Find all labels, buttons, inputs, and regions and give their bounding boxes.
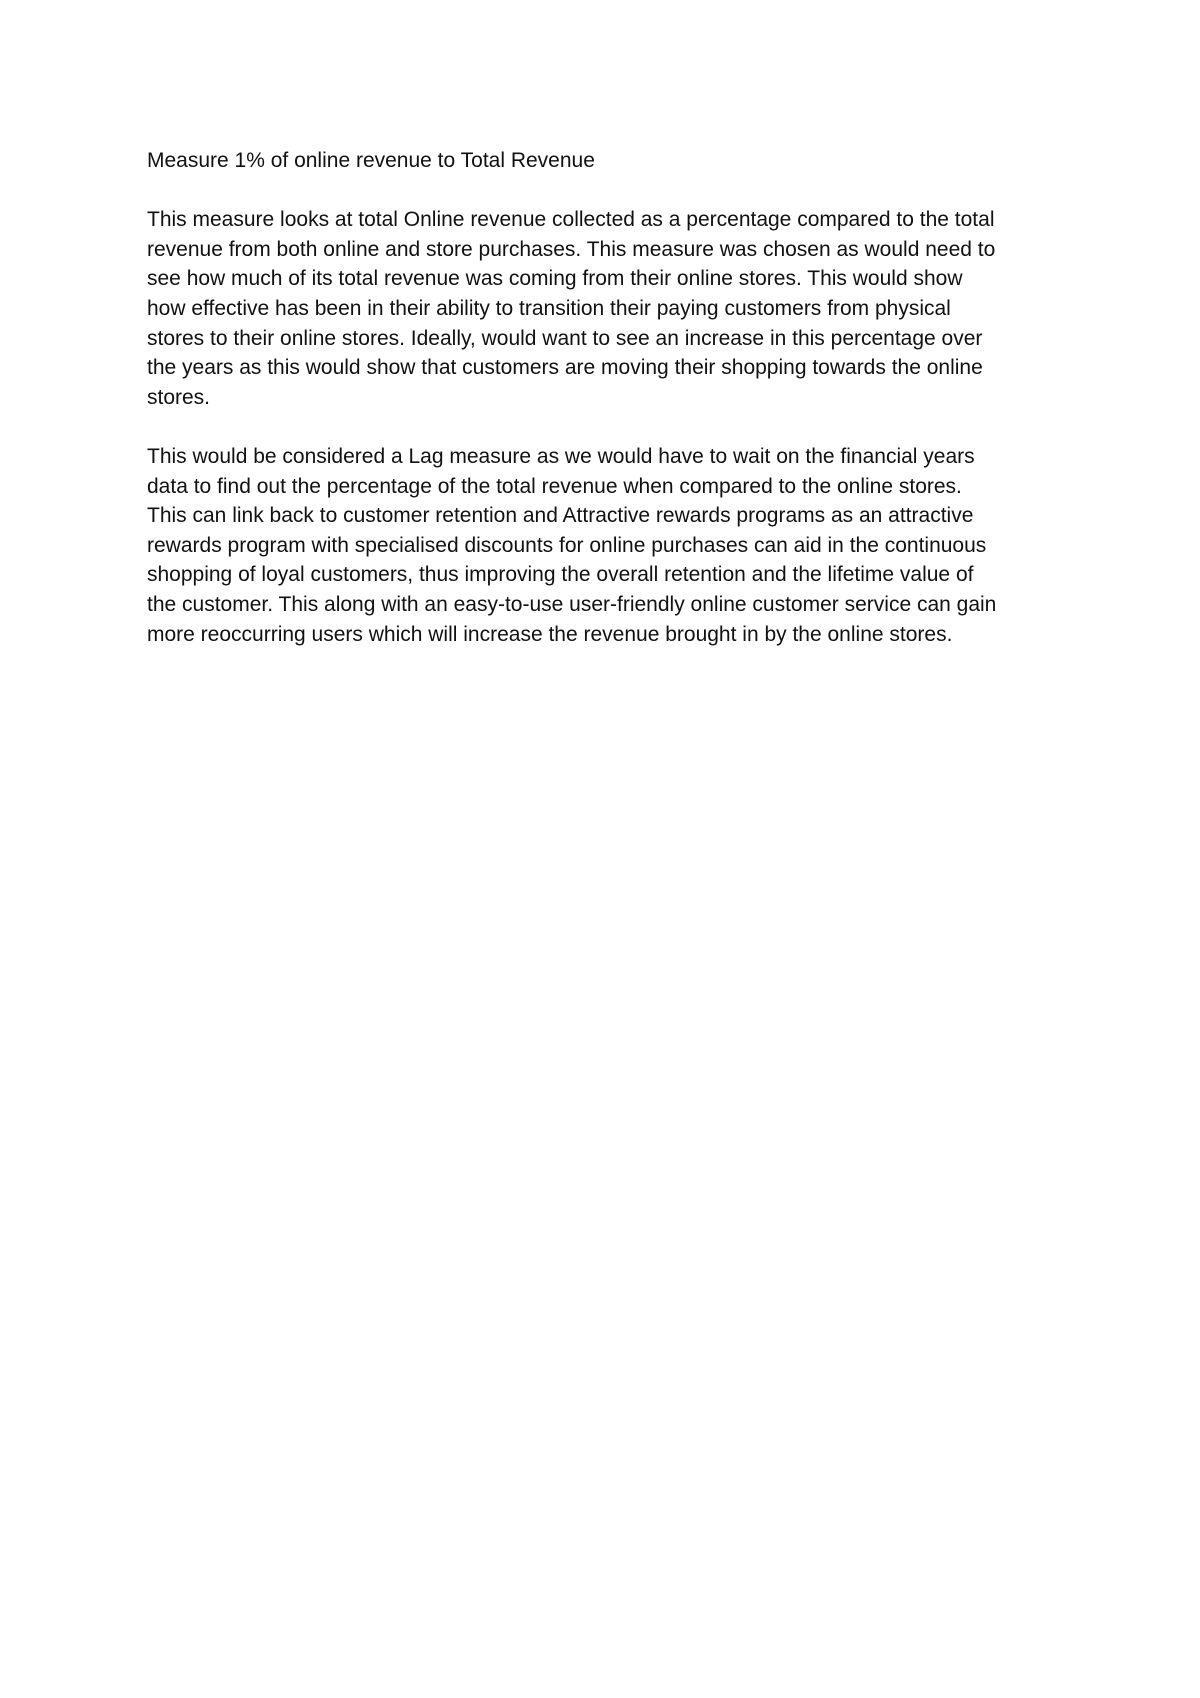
paragraph-line: revenue from both online and store purchases. This measure was chosen as would need to bbox=[147, 237, 996, 261]
paragraph-line: stores. bbox=[147, 385, 211, 409]
paragraph-line: stores to their online stores. Ideally, would want to see an increase in this percentage over bbox=[147, 326, 983, 350]
paragraph-line: This can link back to customer retention and Attractive rewards programs as an attractive bbox=[147, 504, 974, 528]
paragraph-line: rewards program with specialised discounts for online purchases can aid in the continuous bbox=[147, 533, 987, 557]
paragraph-2 bbox=[147, 442, 1062, 649]
paragraph-line: This measure looks at total Online revenue collected as a percentage compared to the total bbox=[147, 208, 995, 232]
document-title: Measure 1% of online revenue to Total Revenue bbox=[147, 149, 595, 172]
paragraph-line: how effective has been in their ability to transition their paying customers from physical bbox=[147, 296, 951, 320]
paragraph-line: more reoccurring users which will increase the revenue brought in by the online stores. bbox=[147, 622, 953, 646]
paragraph-line: This would be considered a Lag measure as we would have to wait on the financial years bbox=[147, 444, 975, 468]
paragraph-line: the customer. This along with an easy-to-use user-friendly online customer service can gain bbox=[147, 592, 997, 616]
paragraph-line: see how much of its total revenue was coming from their online stores. This would show bbox=[147, 267, 963, 291]
paragraph-line: data to find out the percentage of the total revenue when compared to the online stores. bbox=[147, 474, 962, 498]
paragraph-line: shopping of loyal customers, thus improving the overall retention and the lifetime value of bbox=[147, 563, 974, 587]
document-body bbox=[147, 146, 1062, 649]
paragraph-line: the years as this would show that customers are moving their shopping towards the online bbox=[147, 356, 983, 380]
paragraph-1 bbox=[147, 205, 1062, 412]
